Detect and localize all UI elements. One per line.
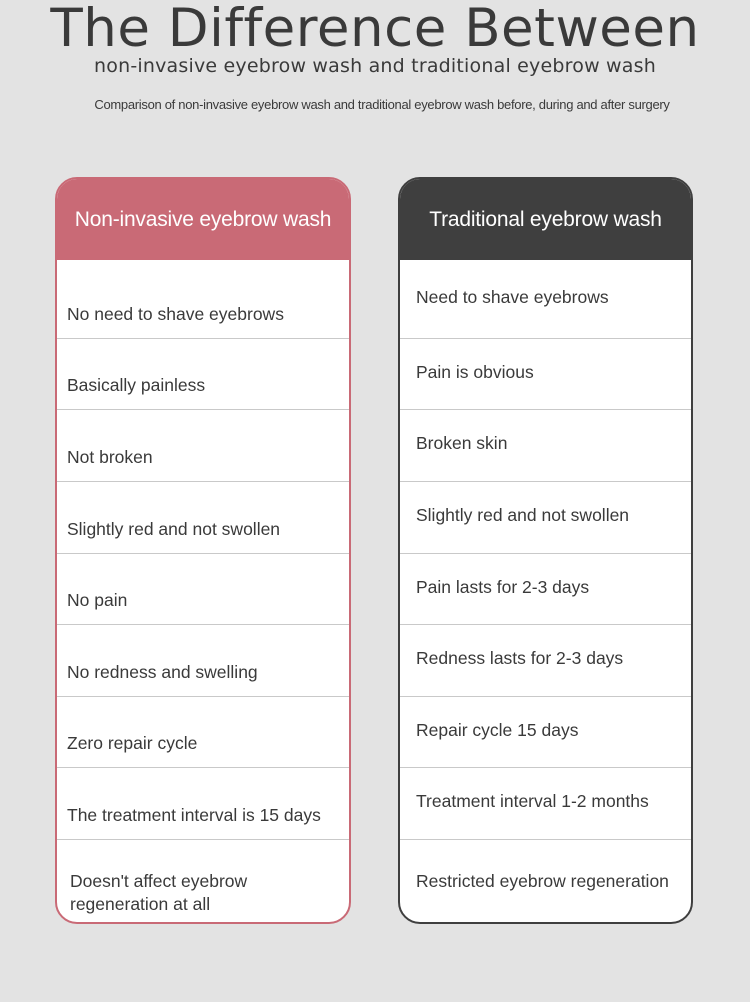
table-row: Repair cycle 15 days bbox=[400, 697, 691, 768]
table-row: No need to shave eyebrows bbox=[57, 260, 349, 339]
non-invasive-rows bbox=[57, 260, 349, 923]
page-title: The Difference Between bbox=[50, 0, 700, 59]
table-row: Broken skin bbox=[400, 410, 691, 482]
page-caption: Comparison of non-invasive eyebrow wash and traditional eyebrow wash before, during and after surgery bbox=[94, 97, 670, 112]
table-row: Doesn't affect eyebrow regeneration at all bbox=[57, 840, 349, 923]
traditional-header: Traditional eyebrow wash bbox=[400, 179, 691, 260]
non-invasive-header: Non-invasive eyebrow wash bbox=[57, 179, 349, 260]
table-row: The treatment interval is 15 days bbox=[57, 768, 349, 840]
table-row: Not broken bbox=[57, 410, 349, 482]
table-row: Treatment interval 1-2 months bbox=[400, 768, 691, 840]
table-row: Need to shave eyebrows bbox=[400, 260, 691, 339]
table-row: Restricted eyebrow regeneration bbox=[400, 840, 691, 923]
traditional-rows bbox=[400, 260, 691, 923]
table-row: Pain lasts for 2-3 days bbox=[400, 554, 691, 625]
table-row: Redness lasts for 2-3 days bbox=[400, 625, 691, 697]
table-row: No redness and swelling bbox=[57, 625, 349, 697]
non-invasive-column bbox=[55, 177, 351, 924]
table-row: Basically painless bbox=[57, 339, 349, 410]
table-row: Slightly red and not swollen bbox=[400, 482, 691, 554]
traditional-column bbox=[398, 177, 693, 924]
page-subtitle: non-invasive eyebrow wash and traditional eyebrow wash bbox=[94, 55, 656, 77]
table-row: No pain bbox=[57, 554, 349, 625]
table-row: Slightly red and not swollen bbox=[57, 482, 349, 554]
table-row: Zero repair cycle bbox=[57, 697, 349, 768]
table-row: Pain is obvious bbox=[400, 339, 691, 410]
